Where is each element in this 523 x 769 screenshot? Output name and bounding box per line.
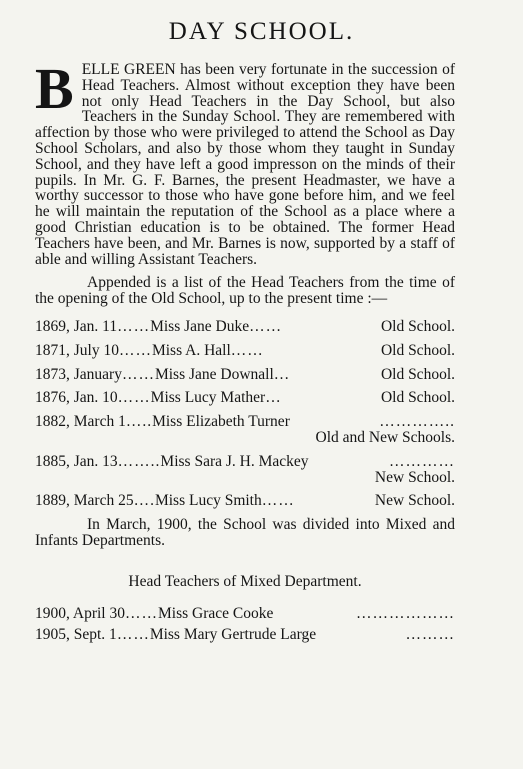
teacher-date: 1900, April 30 [35, 604, 125, 622]
list-item: 1885, Jan. 13……..Miss Sara J. H. Mackey ………… New School. [35, 452, 455, 486]
list-item: 1889, March 25….Miss Lucy Smith…… New School. [35, 492, 455, 510]
intro-paragraph [35, 56, 455, 268]
teacher-date: 1869, Jan. 11 [35, 317, 118, 335]
teacher-school: Old School. [380, 341, 455, 359]
teacher-date: 1905, Sept. 1 [35, 626, 117, 644]
list-item: 1900, April 30……Miss Grace Cooke ……………… [35, 604, 455, 622]
teacher-name: Miss Elizabeth Turner [152, 413, 290, 431]
teacher-school: New School. [374, 492, 455, 510]
head-teachers-list [35, 319, 455, 509]
teacher-name: Miss Jane Downall [154, 365, 274, 383]
body-text [35, 56, 455, 649]
list-item: 1873, January……Miss Jane Downall… Old School. [35, 365, 455, 383]
list-item: 1905, Sept. 1……Miss Mary Gertrude Large ……… [35, 626, 455, 644]
teacher-school: Old School. [380, 317, 455, 335]
page-title: DAY SCHOOL. [168, 18, 355, 45]
teacher-date: 1876, Jan. 10 [35, 389, 118, 407]
list-item: 1876, Jan. 10……Miss Lucy Mather… Old School. [35, 389, 455, 407]
teacher-date: 1889, March 25 [35, 492, 134, 510]
teacher-name: Miss Grace Cooke [158, 604, 274, 622]
mixed-department-heading: Head Teachers of Mixed Department. [128, 572, 362, 590]
list-item: 1882, March 1…..Miss Elizabeth Turner ………….. Old and New Schools. [35, 413, 455, 446]
teacher-school: Old School. [380, 389, 455, 407]
teacher-school: Old School. [380, 365, 455, 383]
list-item: 1871, July 10……Miss A. Hall…… Old School. [35, 341, 455, 359]
teacher-date: 1885, Jan. 13 [35, 452, 118, 470]
teacher-date: 1882, March 1 [35, 413, 126, 431]
teacher-name: Miss Sara J. H. Mackey [160, 452, 309, 470]
teacher-date: 1871, July 10 [35, 341, 119, 359]
teacher-name: Miss Mary Gertrude Large [149, 626, 317, 644]
teacher-name: Miss Lucy Smith [154, 492, 262, 510]
mixed-teachers-list [35, 606, 455, 644]
appended-paragraph: Appended is a list of the Head Teachers from the time of the opening of the Old School, up to the present time :— [35, 274, 455, 308]
list-item: 1869, Jan. 11……Miss Jane Duke…… Old School. [35, 317, 455, 335]
intro-text: ELLE GREEN has been very fortunate in the succession of Head Teachers. Almost without exception they have been not only Head Teachers in the Day School, but also Teachers in the Sunday School. They are remembered with affection by those who were privileged to attend the School as Day School Scholars, and also by those whom they taught in Sunday School, and they have left a good impresson on the minds of their pupils. In Mr. G. F. Barnes, the present Headmaster, we have a worthy successor to those who have gone before him, and we feel he will maintain the reputation of the School as a place where a good Christian education is to be obtained. The former Head Teachers have been, and Mr. Barnes is now, supported by a staff of able and willing Assistant Teachers. [35, 61, 455, 268]
teacher-date: 1873, January [35, 365, 122, 383]
division-paragraph: In March, 1900, the School was divided into Mixed and Infants Departments. [35, 516, 455, 549]
teacher-name: Miss Lucy Mather [150, 389, 266, 407]
teacher-name: Miss A. Hall [151, 341, 231, 359]
teacher-school: New School. [374, 468, 455, 486]
teacher-school: Old and New Schools. [315, 428, 455, 446]
teacher-name: Miss Jane Duke [150, 317, 250, 335]
drop-cap: B [35, 56, 74, 121]
